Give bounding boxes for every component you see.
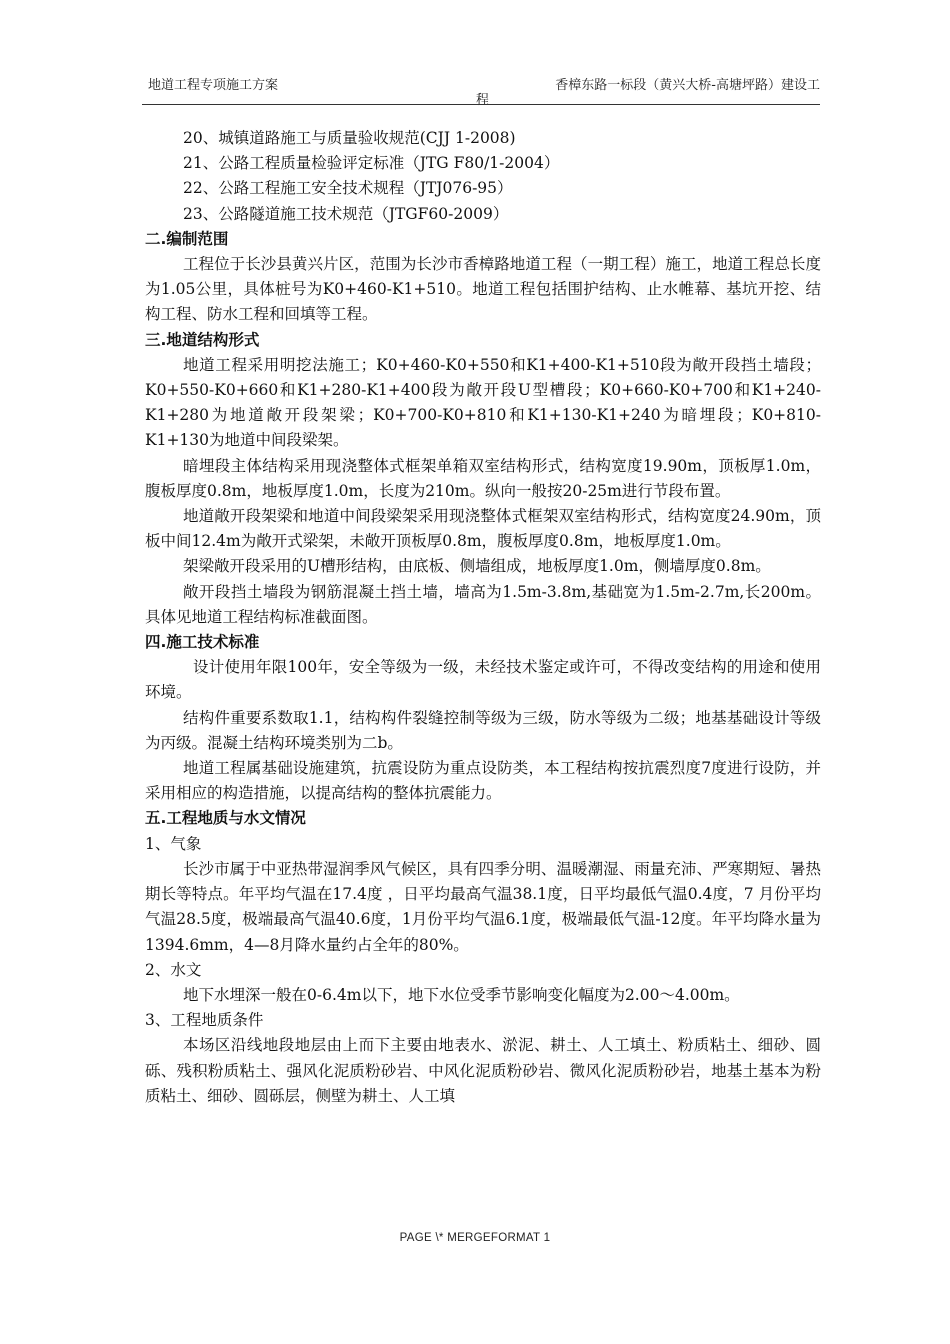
paragraph: 地道工程采用明挖法施工；K0+460-K0+550和K1+400-K1+510段为敞开段挡土墙段；K0+550-K0+660和K1+280-K1+400段为敞开段U型槽段；K0+660-K0+700和K1+240-K1+280为地道敞开段架梁；K0+700-K0+810和K1+130-K1+240为暗埋段；K0+810-K1+130为地道中间段梁架。 xyxy=(145,355,821,450)
section-heading: 二.编制范围 xyxy=(145,229,229,248)
header-left-title: 地道工程专项施工方案 xyxy=(148,78,279,93)
section-heading: 五.工程地质与水文情况 xyxy=(145,809,306,828)
section-heading: 三.地道结构形式 xyxy=(145,330,260,349)
subsection-heading: 2、水文 xyxy=(145,960,202,979)
paragraph: 设计使用年限100年，安全等级为一级，未经技术鉴定或许可，不得改变结构的用途和使用环境。 xyxy=(145,658,821,702)
paragraph: 结构件重要系数取1.1，结构构件裂缝控制等级为三级，防水等级为二级；地基基础设计等级为丙级。混凝土结构环境类别为二b。 xyxy=(145,708,821,752)
paragraph: 工程位于长沙县黄兴片区，范围为长沙市香樟路地道工程（一期工程）施工，地道工程总长度为1.05公里，具体桩号为K0+460-K1+510。地道工程包括围护结构、止水帷幕、基坑开挖、结构工程、防水工程和回填等工程。 xyxy=(145,255,821,324)
document-body xyxy=(145,126,821,1109)
paragraph: 本场区沿线地段地层由上而下主要由地表水、淤泥、耕土、人工填土、粉质粘土、细砂、圆砾、残积粉质粘土、强风化泥质粉砂岩、中风化泥质粉砂岩、微风化泥质粉砂岩，地基土基本为粉质粘土、细砂、圆砾层，侧壁为耕土、人工填 xyxy=(145,1036,821,1105)
reference-item: 22、公路工程施工安全技术规程（JTJ076-95） xyxy=(183,179,513,198)
paragraph: 地道敞开段架梁和地道中间段梁架采用现浇整体式框架双室结构形式，结构宽度24.90m，顶板中间12.4m为敞开式梁架，未敞开顶板厚0.8m，腹板厚度0.8m，地板厚度1.0m。 xyxy=(145,507,821,551)
paragraph: 地下水埋深一般在0-6.4m以下，地下水位受季节影响变化幅度为2.00～4.00m。 xyxy=(183,985,740,1004)
paragraph: 地道工程属基础设施建筑，抗震设防为重点设防类，本工程结构按抗震烈度7度进行设防，并采用相应的构造措施，以提高结构的整体抗震能力。 xyxy=(145,759,821,803)
paragraph: 敞开段挡土墙段为钢筋混凝土挡土墙，墙高为1.5m-3.8m,基础宽为1.5m-2.7m,长200m。具体见地道工程结构标准截面图。 xyxy=(145,582,821,626)
reference-item: 21、公路工程质量检验评定标准（JTG F80/1-2004） xyxy=(183,154,560,173)
reference-item: 20、城镇道路施工与质量验收规范(CJJ 1-2008) xyxy=(183,129,516,147)
reference-item: 23、公路隧道施工技术规范（JTGF60-2009） xyxy=(183,204,509,223)
paragraph: 长沙市属于中亚热带湿润季风气候区，具有四季分明、温暖潮湿、雨量充沛、严寒期短、暑热期长等特点。年平均气温在17.4度 ，日平均最高气温38.1度，日平均最低气温0.4度，7 月份平均气温28.5度，极端最高气温40.6度，1月份平均气温6.1度，极端最低气温-12度。年平均降水量为1394.6mm，4—8月降水量约占全年的80%。 xyxy=(145,859,821,954)
header-rule xyxy=(142,104,820,105)
subsection-heading: 3、工程地质条件 xyxy=(145,1011,264,1030)
header-right-title: 香樟东路一标段（黄兴大桥-高塘坪路）建设工 xyxy=(555,78,820,93)
header-right-title-cont: 程 xyxy=(476,93,490,108)
paragraph: 架梁敞开段采用的U槽形结构，由底板、侧墙组成，地板厚度1.0m，侧墙厚度0.8m。 xyxy=(183,557,771,576)
page-footer-field: PAGE \* MERGEFORMAT 1 xyxy=(399,1232,551,1244)
section-heading: 四.施工技术标准 xyxy=(145,633,260,652)
subsection-heading: 1、气象 xyxy=(145,834,202,853)
paragraph: 暗埋段主体结构采用现浇整体式框架单箱双室结构形式，结构宽度19.90m，顶板厚1.0m，腹板厚度0.8m，地板厚度1.0m，长度为210m。纵向一般按20-25m进行节段布置。 xyxy=(145,456,821,500)
